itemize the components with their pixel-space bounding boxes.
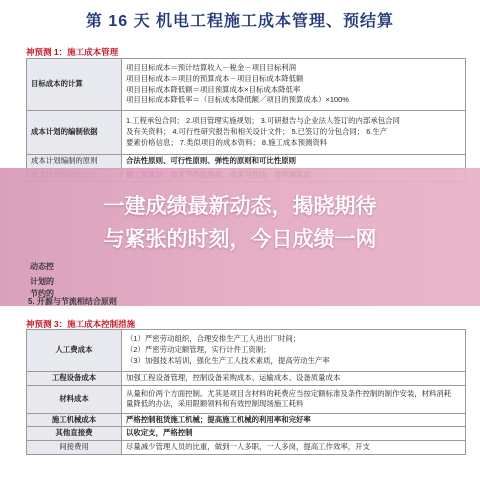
row-label: 人工费成本: [27, 330, 122, 372]
row-line: 从量和价两个方面控制。尤其是项目含材料的耗费应当按定额标准及条件控制的制作安装，材料消耗: [126, 388, 452, 398]
row-line: 要素价格信息； 7.类似项目的成本资料； 8.施工成本预测资料: [126, 137, 328, 147]
row-content: [122, 155, 466, 169]
row-label: 间接费用: [27, 441, 122, 455]
row-content: [122, 372, 466, 386]
cost-management-table: [26, 58, 466, 182]
row-line: （2）严密劳动定额管理，实行计件工资制；: [126, 345, 271, 355]
row-line: 严格控制租赁施工机械；提高施工机械的利用率和完好率: [126, 414, 311, 424]
table-row: [27, 111, 466, 155]
table-row: [27, 413, 466, 427]
row-line: （3）加强技术培训，强化生产工人技术素质，提高劳动生产率: [126, 355, 330, 365]
row-line: 以收定支，严格控制: [126, 428, 193, 438]
row-line: （1）严密劳动组织，合理安排生产工人进出厂时间；: [126, 334, 301, 344]
row-content: [122, 59, 466, 111]
peek-text: 节约的: [30, 289, 54, 298]
row-line: 项目目标成本降低额＝项目预算成本×目标成本降低率: [126, 84, 301, 94]
table-row: [27, 427, 466, 441]
row-content: [122, 330, 466, 372]
row-label: 目标成本的计算: [27, 59, 122, 111]
document-title: 第 16 天 机电工程施工成本管理、预结算: [85, 13, 395, 30]
table-row: [27, 155, 466, 169]
row-label: 成本计划的编制依据: [27, 111, 122, 155]
row-line: 项目目标成本＝项目的预算成本－项目目标成本降低额: [126, 73, 304, 83]
row-line: 项目目标成本＝预计结算收入－税金－项目目标利润: [126, 63, 296, 73]
row-line: 量降低的办法，采用限额领料和有效控制现场施工耗料: [126, 399, 304, 409]
row-line: 项目目标成本降低率＝（目标成本降低额／项目的预算成本）×100%: [126, 95, 349, 105]
banner-line: 一建成绩最新动态，揭晓期待: [103, 195, 377, 218]
row-line: 及有关资料； 4.可行性研究报告和相关设计文件； 5.已签订的分包合同； 6.生产: [126, 127, 388, 137]
row-line: 尽量减少管理人员的比重，做到一人多职，一人多岗，提高工作效率，开支: [126, 442, 370, 452]
row-content: [122, 427, 466, 441]
banner-line: 与紧张的时刻，今日成绩一网: [103, 228, 377, 251]
cost-control-table: [26, 329, 466, 455]
news-banner-headline[interactable]: [0, 190, 480, 256]
section3-title: 神预测 3：施工成本控制措施: [26, 319, 136, 329]
row-line: 加强工程设备管理，控制设备采购成本、运输成本、设备质量成本: [126, 373, 341, 382]
row-content: [122, 441, 466, 455]
row-label: 成本计划编制的原则: [27, 155, 122, 169]
row-line: 合法性原则、可行性原则、弹性的原则和可比性原则: [126, 156, 296, 165]
row-label: 工程设备成本: [27, 372, 122, 386]
table-row: [27, 330, 466, 372]
row-content: [122, 111, 466, 155]
row-content: [122, 385, 466, 413]
table-row: [27, 441, 466, 455]
row-label: 其他直接费: [27, 427, 122, 441]
row-label: 施工机械成本: [27, 413, 122, 427]
row-line: 1.工程承包合同； 2.项目管理实施规划； 3.可研报告与企业法人签订的内部承包合同: [126, 116, 400, 126]
row-content: [122, 413, 466, 427]
row-label: 材料成本: [27, 385, 122, 413]
section1-title: 神预测 1：施工成本管理: [26, 47, 119, 57]
peek-text: 动态控: [30, 262, 54, 271]
peek-text: 计划的: [30, 277, 54, 286]
peek-text: 5. 开源与节流相结合原则: [28, 297, 117, 306]
table-row: [27, 385, 466, 413]
table-row: [27, 372, 466, 386]
table-row: [27, 59, 466, 111]
